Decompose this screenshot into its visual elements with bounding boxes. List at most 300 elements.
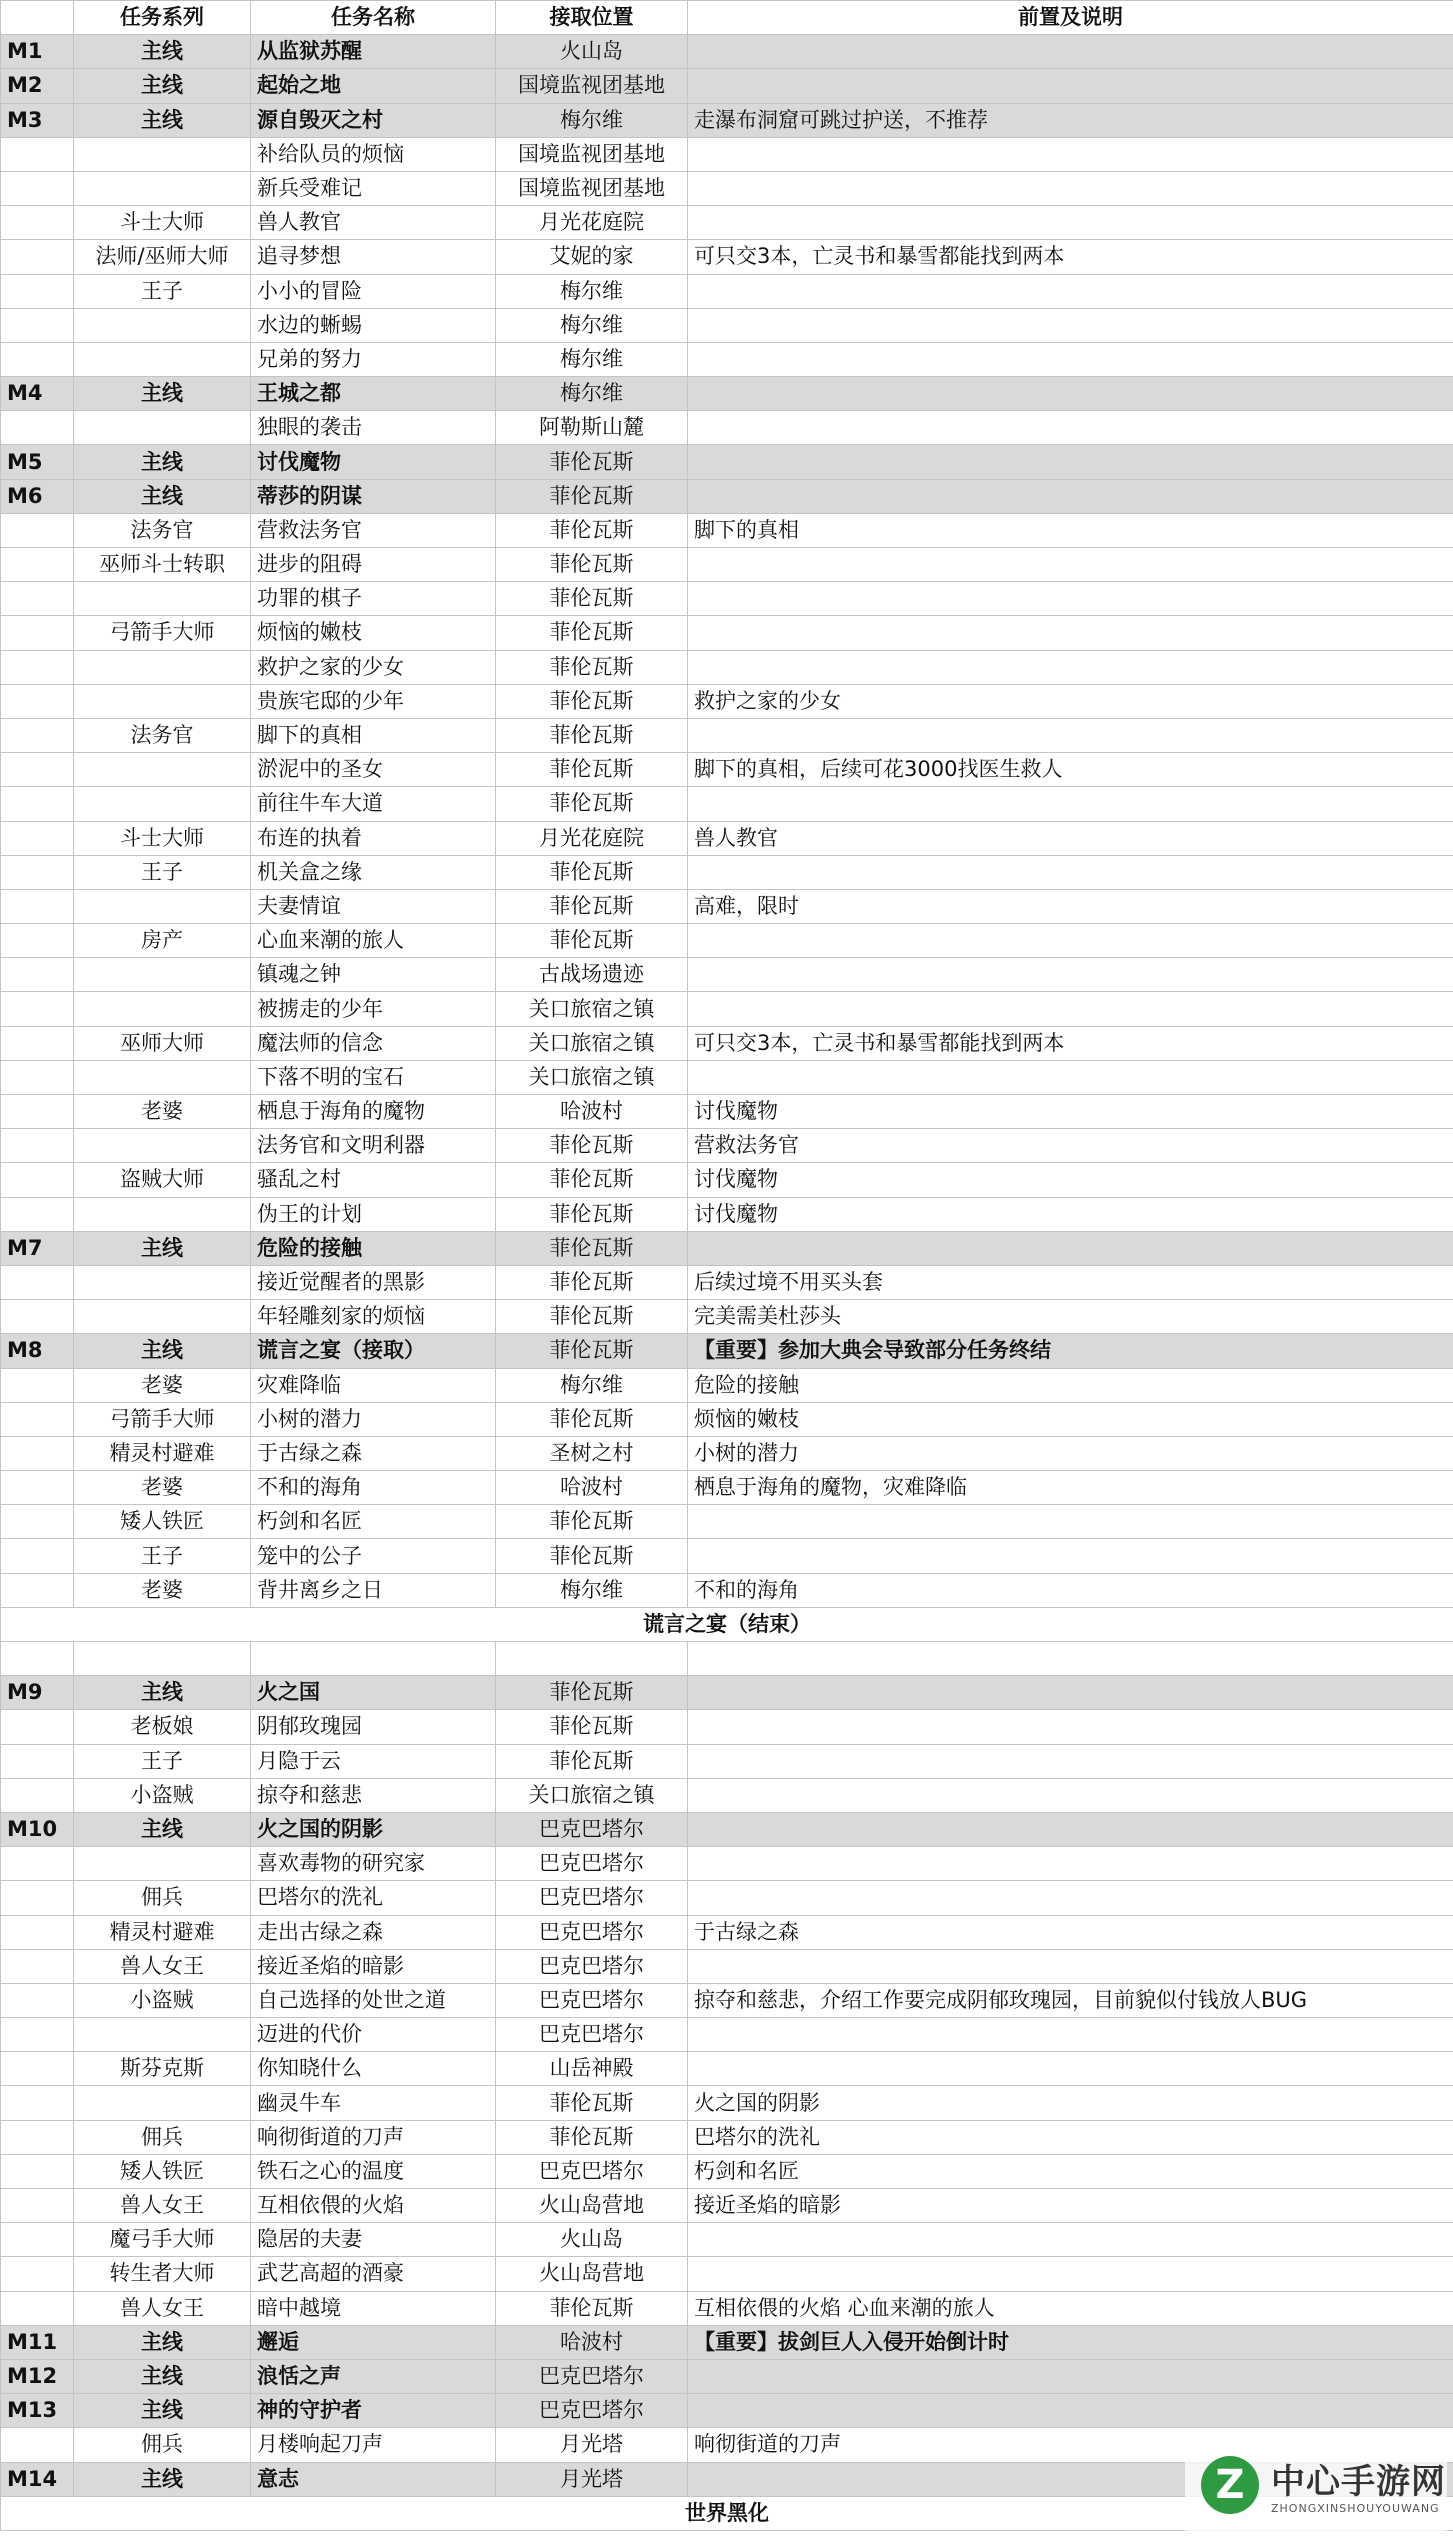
- series-cell: [74, 171, 251, 205]
- mission-code-cell: [1, 342, 74, 376]
- series-cell: 矮人铁匠: [74, 2154, 251, 2188]
- watermark-subtitle: ZHONGXINSHOUYOUWANG: [1271, 2502, 1440, 2515]
- task-name-cell: 浪恬之声: [251, 2359, 496, 2393]
- task-name-cell: 灾难降临: [251, 1368, 496, 1402]
- series-cell: 盗贼大师: [74, 1163, 251, 1197]
- mission-code-cell: [1, 753, 74, 787]
- location-cell: 巴克巴塔尔: [496, 2359, 688, 2393]
- note-cell: [688, 1505, 1453, 1539]
- series-cell: 主线: [74, 2394, 251, 2428]
- series-cell: [74, 411, 251, 445]
- mission-code-cell: M4: [1, 377, 74, 411]
- location-cell: 巴克巴塔尔: [496, 1881, 688, 1915]
- note-cell: 小树的潜力: [688, 1436, 1453, 1470]
- series-cell: 老板娘: [74, 1710, 251, 1744]
- note-cell: [688, 1812, 1453, 1846]
- location-cell: 巴克巴塔尔: [496, 1847, 688, 1881]
- main-quest-row: [1, 2325, 1453, 2359]
- location-cell: 巴克巴塔尔: [496, 2154, 688, 2188]
- series-cell: [74, 582, 251, 616]
- main-quest-row: [1, 1231, 1453, 1265]
- series-cell: [74, 787, 251, 821]
- location-cell: 菲伦瓦斯: [496, 1163, 688, 1197]
- location-cell: 巴克巴塔尔: [496, 2018, 688, 2052]
- table-row: [1, 308, 1453, 342]
- mission-code-cell: [1, 1026, 74, 1060]
- series-cell: 主线: [74, 2462, 251, 2496]
- note-cell: [688, 2394, 1453, 2428]
- location-cell: 菲伦瓦斯: [496, 1197, 688, 1231]
- mission-code-cell: M10: [1, 1812, 74, 1846]
- task-name-cell: 年轻雕刻家的烦恼: [251, 1300, 496, 1334]
- series-cell: [74, 650, 251, 684]
- watermark-logo-icon: Z: [1201, 2456, 1259, 2514]
- series-cell: 转生者大师: [74, 2257, 251, 2291]
- mission-code-cell: [1, 2257, 74, 2291]
- task-name-cell: 栖息于海角的魔物: [251, 1095, 496, 1129]
- task-name-cell: 武艺高超的酒豪: [251, 2257, 496, 2291]
- location-cell: 国境监视团基地: [496, 137, 688, 171]
- mission-code-cell: M11: [1, 2325, 74, 2359]
- series-cell: [74, 753, 251, 787]
- series-cell: 主线: [74, 35, 251, 69]
- series-cell: 主线: [74, 1231, 251, 1265]
- task-name-cell: 幽灵牛车: [251, 2086, 496, 2120]
- task-name-cell: 小树的潜力: [251, 1402, 496, 1436]
- table-row: [1, 1983, 1453, 2017]
- location-cell: 菲伦瓦斯: [496, 548, 688, 582]
- note-cell: 兽人教官: [688, 821, 1453, 855]
- location-cell: 哈波村: [496, 2325, 688, 2359]
- location-cell: 菲伦瓦斯: [496, 1676, 688, 1710]
- mission-code-cell: M3: [1, 103, 74, 137]
- header-row: [1, 1, 1453, 35]
- mission-code-cell: [1, 1300, 74, 1334]
- mission-code-cell: [1, 787, 74, 821]
- mission-code-cell: [1, 1060, 74, 1094]
- table-row: [1, 1129, 1453, 1163]
- mission-code-cell: M7: [1, 1231, 74, 1265]
- series-cell: [74, 684, 251, 718]
- mission-code-cell: [1, 2086, 74, 2120]
- location-cell: 菲伦瓦斯: [496, 1505, 688, 1539]
- series-cell: 小盗贼: [74, 1983, 251, 2017]
- main-quest-row: [1, 1812, 1453, 1846]
- task-name-cell: 神的守护者: [251, 2394, 496, 2428]
- note-cell: 走瀑布洞窟可跳过护送，不推荐: [688, 103, 1453, 137]
- series-cell: 房产: [74, 924, 251, 958]
- series-cell: 老婆: [74, 1573, 251, 1607]
- note-cell: 高难，限时: [688, 889, 1453, 923]
- mission-code-cell: [1, 2428, 74, 2462]
- mission-code-cell: [1, 684, 74, 718]
- location-cell: 菲伦瓦斯: [496, 718, 688, 752]
- location-cell: 关口旅宿之镇: [496, 1026, 688, 1060]
- note-cell: [688, 1060, 1453, 1094]
- task-name-cell: 危险的接触: [251, 1231, 496, 1265]
- mission-code-cell: [1, 137, 74, 171]
- mission-code-cell: [1, 1573, 74, 1607]
- task-name-cell: 功罪的棋子: [251, 582, 496, 616]
- series-cell: 法务官: [74, 513, 251, 547]
- main-quest-row: [1, 377, 1453, 411]
- note-cell: [688, 2018, 1453, 2052]
- task-name-cell: 源自毁灭之村: [251, 103, 496, 137]
- location-cell: 月光塔: [496, 2428, 688, 2462]
- note-cell: [688, 342, 1453, 376]
- location-cell: 菲伦瓦斯: [496, 855, 688, 889]
- header-cell: 任务名称: [251, 1, 496, 35]
- location-cell: 国境监视团基地: [496, 171, 688, 205]
- table-row: [1, 650, 1453, 684]
- series-cell: 王子: [74, 274, 251, 308]
- series-cell: 主线: [74, 1334, 251, 1368]
- series-cell: 老婆: [74, 1368, 251, 1402]
- task-name-cell: 迈进的代价: [251, 2018, 496, 2052]
- location-cell: 圣树之村: [496, 1436, 688, 1470]
- mission-code-cell: [1, 1949, 74, 1983]
- table-row: [1, 1300, 1453, 1334]
- location-cell: 菲伦瓦斯: [496, 753, 688, 787]
- series-cell: 矮人铁匠: [74, 1505, 251, 1539]
- mission-code-cell: [1, 240, 74, 274]
- location-cell: 国境监视团基地: [496, 69, 688, 103]
- series-cell: [74, 992, 251, 1026]
- location-cell: 菲伦瓦斯: [496, 684, 688, 718]
- location-cell: 菲伦瓦斯: [496, 1334, 688, 1368]
- series-cell: [74, 1197, 251, 1231]
- note-cell: [688, 377, 1453, 411]
- location-cell: 菲伦瓦斯: [496, 650, 688, 684]
- series-cell: [74, 2086, 251, 2120]
- task-name-cell: 贵族宅邸的少年: [251, 684, 496, 718]
- mission-code-cell: [1, 1163, 74, 1197]
- note-cell: [688, 855, 1453, 889]
- mission-code-cell: [1, 616, 74, 650]
- table-row: [1, 1505, 1453, 1539]
- note-cell: [688, 206, 1453, 240]
- mission-code-cell: M8: [1, 1334, 74, 1368]
- location-cell: 菲伦瓦斯: [496, 1129, 688, 1163]
- location-cell: 巴克巴塔尔: [496, 1812, 688, 1846]
- mission-code-cell: [1, 1368, 74, 1402]
- mission-code-cell: [1, 206, 74, 240]
- mission-code-cell: [1, 1744, 74, 1778]
- mission-code-cell: [1, 274, 74, 308]
- task-name-cell: 从监狱苏醒: [251, 35, 496, 69]
- location-cell: 巴克巴塔尔: [496, 2394, 688, 2428]
- note-cell: 接近圣焰的暗影: [688, 2189, 1453, 2223]
- task-name-cell: 互相依偎的火焰: [251, 2189, 496, 2223]
- location-cell: 山岳神殿: [496, 2052, 688, 2086]
- note-cell: 讨伐魔物: [688, 1197, 1453, 1231]
- mission-code-cell: [1, 855, 74, 889]
- task-name-cell: 火之国: [251, 1676, 496, 1710]
- series-cell: 王子: [74, 855, 251, 889]
- mission-code-cell: [1, 650, 74, 684]
- table-row: [1, 787, 1453, 821]
- location-cell: 巴克巴塔尔: [496, 1915, 688, 1949]
- note-cell: 响彻街道的刀声: [688, 2428, 1453, 2462]
- note-cell: 互相依偎的火焰 心血来潮的旅人: [688, 2291, 1453, 2325]
- note-cell: 可只交3本，亡灵书和暴雪都能找到两本: [688, 240, 1453, 274]
- series-cell: 法师/巫师大师: [74, 240, 251, 274]
- mission-code-cell: [1, 2189, 74, 2223]
- location-cell: 关口旅宿之镇: [496, 1778, 688, 1812]
- task-name-cell: 前往牛车大道: [251, 787, 496, 821]
- series-cell: 主线: [74, 1812, 251, 1846]
- location-cell: 菲伦瓦斯: [496, 1710, 688, 1744]
- note-cell: [688, 1539, 1453, 1573]
- note-cell: 可只交3本，亡灵书和暴雪都能找到两本: [688, 1026, 1453, 1060]
- task-name-cell: 火之国的阴影: [251, 1812, 496, 1846]
- mission-code-cell: M2: [1, 69, 74, 103]
- mission-code-cell: [1, 1505, 74, 1539]
- table-row: [1, 2018, 1453, 2052]
- table-row: [1, 753, 1453, 787]
- mission-code-cell: [1, 308, 74, 342]
- mission-code-cell: [1, 548, 74, 582]
- series-cell: 主线: [74, 2325, 251, 2359]
- location-cell: 梅尔维: [496, 103, 688, 137]
- task-name-cell: 被掳走的少年: [251, 992, 496, 1026]
- main-quest-row: [1, 103, 1453, 137]
- table-row: [1, 1095, 1453, 1129]
- table-row: [1, 137, 1453, 171]
- series-cell: [74, 1060, 251, 1094]
- task-name-cell: 布连的执着: [251, 821, 496, 855]
- note-cell: [688, 2359, 1453, 2393]
- watermark-title: 中心手游网: [1271, 2462, 1446, 2502]
- note-cell: [688, 548, 1453, 582]
- task-name-cell: 水边的蜥蜴: [251, 308, 496, 342]
- note-cell: 火之国的阴影: [688, 2086, 1453, 2120]
- table-row: [1, 1402, 1453, 1436]
- location-cell: 哈波村: [496, 1095, 688, 1129]
- note-cell: [688, 2052, 1453, 2086]
- note-cell: 救护之家的少女: [688, 684, 1453, 718]
- mission-code-cell: [1, 958, 74, 992]
- note-cell: [688, 992, 1453, 1026]
- note-cell: [688, 1778, 1453, 1812]
- task-name-cell: 夫妻情谊: [251, 889, 496, 923]
- mission-code-cell: [1, 1265, 74, 1299]
- table-row: [1, 2086, 1453, 2120]
- note-cell: [688, 2257, 1453, 2291]
- note-cell: [688, 1710, 1453, 1744]
- note-cell: [688, 958, 1453, 992]
- note-cell: [688, 650, 1453, 684]
- table-row: [1, 411, 1453, 445]
- task-name-cell: 追寻梦想: [251, 240, 496, 274]
- table-row: [1, 1060, 1453, 1094]
- location-cell: 菲伦瓦斯: [496, 1402, 688, 1436]
- task-name-cell: 营救法务官: [251, 513, 496, 547]
- section-divider-row: [1, 1607, 1453, 1641]
- table-row: [1, 821, 1453, 855]
- location-cell: 菲伦瓦斯: [496, 2120, 688, 2154]
- main-quest-row: [1, 1676, 1453, 1710]
- note-cell: [688, 718, 1453, 752]
- table-row: [1, 1471, 1453, 1505]
- location-cell: 菲伦瓦斯: [496, 1231, 688, 1265]
- task-name-cell: 兽人教官: [251, 206, 496, 240]
- task-name-cell: 自己选择的处世之道: [251, 1983, 496, 2017]
- table-row: [1, 2223, 1453, 2257]
- note-cell: [688, 1231, 1453, 1265]
- task-name-cell: 王城之都: [251, 377, 496, 411]
- series-cell: [74, 1300, 251, 1334]
- table-row: [1, 2291, 1453, 2325]
- task-name-cell: 喜欢毒物的研究家: [251, 1847, 496, 1881]
- task-name-cell: 意志: [251, 2462, 496, 2496]
- series-cell: [74, 2018, 251, 2052]
- series-cell: 巫师大师: [74, 1026, 251, 1060]
- note-cell: 巴塔尔的洗礼: [688, 2120, 1453, 2154]
- series-cell: 佣兵: [74, 2120, 251, 2154]
- location-cell: 菲伦瓦斯: [496, 582, 688, 616]
- note-cell: [688, 35, 1453, 69]
- table-row: [1, 2154, 1453, 2188]
- note-cell: [688, 69, 1453, 103]
- series-cell: 弓箭手大师: [74, 616, 251, 650]
- task-name-cell: 接近圣焰的暗影: [251, 1949, 496, 1983]
- task-name-cell: 讨伐魔物: [251, 445, 496, 479]
- task-name-cell: 月隐于云: [251, 1744, 496, 1778]
- task-name-cell: 淤泥中的圣女: [251, 753, 496, 787]
- mission-code-cell: [1, 2291, 74, 2325]
- task-table-body: [1, 1, 1453, 2531]
- note-cell: [688, 582, 1453, 616]
- location-cell: 梅尔维: [496, 274, 688, 308]
- mission-code-cell: [1, 1642, 74, 1676]
- table-row: [1, 1026, 1453, 1060]
- task-name-cell: 小小的冒险: [251, 274, 496, 308]
- note-cell: 讨伐魔物: [688, 1163, 1453, 1197]
- note-cell: [688, 308, 1453, 342]
- task-name-cell: 响彻街道的刀声: [251, 2120, 496, 2154]
- mission-code-cell: [1, 1539, 74, 1573]
- location-cell: 菲伦瓦斯: [496, 1744, 688, 1778]
- mission-code-cell: M5: [1, 445, 74, 479]
- series-cell: 老婆: [74, 1095, 251, 1129]
- task-name-cell: 背井离乡之日: [251, 1573, 496, 1607]
- location-cell: 古战场遗迹: [496, 958, 688, 992]
- task-name-cell: [251, 1642, 496, 1676]
- table-row: [1, 1197, 1453, 1231]
- note-cell: [688, 1642, 1453, 1676]
- task-name-cell: 隐居的夫妻: [251, 2223, 496, 2257]
- main-quest-row: [1, 445, 1453, 479]
- task-name-cell: 暗中越境: [251, 2291, 496, 2325]
- table-row: [1, 924, 1453, 958]
- mission-code-cell: [1, 1983, 74, 2017]
- location-cell: 关口旅宿之镇: [496, 992, 688, 1026]
- series-cell: 巫师斗士转职: [74, 548, 251, 582]
- location-cell: 菲伦瓦斯: [496, 924, 688, 958]
- note-cell: [688, 479, 1453, 513]
- note-cell: 危险的接触: [688, 1368, 1453, 1402]
- task-name-cell: 不和的海角: [251, 1471, 496, 1505]
- task-name-cell: 下落不明的宝石: [251, 1060, 496, 1094]
- mission-code-cell: [1, 1197, 74, 1231]
- mission-code-cell: [1, 889, 74, 923]
- table-row: [1, 274, 1453, 308]
- location-cell: 巴克巴塔尔: [496, 1949, 688, 1983]
- note-cell: [688, 1676, 1453, 1710]
- note-cell: [688, 616, 1453, 650]
- table-row: [1, 1642, 1453, 1676]
- mission-code-cell: [1, 513, 74, 547]
- table-row: [1, 1573, 1453, 1607]
- series-cell: 王子: [74, 1744, 251, 1778]
- task-name-cell: 镇魂之钟: [251, 958, 496, 992]
- location-cell: 菲伦瓦斯: [496, 2086, 688, 2120]
- table-row: [1, 582, 1453, 616]
- series-cell: 主线: [74, 479, 251, 513]
- task-name-cell: 笼中的公子: [251, 1539, 496, 1573]
- series-cell: 主线: [74, 103, 251, 137]
- location-cell: 菲伦瓦斯: [496, 787, 688, 821]
- series-cell: 法务官: [74, 718, 251, 752]
- table-row: [1, 1778, 1453, 1812]
- mission-code-cell: [1, 924, 74, 958]
- mission-code-cell: [1, 992, 74, 1026]
- task-name-cell: 救护之家的少女: [251, 650, 496, 684]
- table-row: [1, 1744, 1453, 1778]
- header-cell: 任务系列: [74, 1, 251, 35]
- mission-code-cell: [1, 1402, 74, 1436]
- series-cell: 主线: [74, 69, 251, 103]
- table-row: [1, 958, 1453, 992]
- series-cell: [74, 1642, 251, 1676]
- task-name-cell: 走出古绿之森: [251, 1915, 496, 1949]
- series-cell: [74, 1847, 251, 1881]
- section-divider-label: 世界黑化: [1, 2496, 1453, 2530]
- series-cell: 魔弓手大师: [74, 2223, 251, 2257]
- series-cell: 主线: [74, 1676, 251, 1710]
- task-name-cell: 魔法师的信念: [251, 1026, 496, 1060]
- series-cell: 精灵村避难: [74, 1915, 251, 1949]
- location-cell: 菲伦瓦斯: [496, 1265, 688, 1299]
- series-cell: 弓箭手大师: [74, 1402, 251, 1436]
- series-cell: [74, 1129, 251, 1163]
- location-cell: 梅尔维: [496, 308, 688, 342]
- task-name-cell: 伪王的计划: [251, 1197, 496, 1231]
- table-row: [1, 171, 1453, 205]
- location-cell: [496, 1642, 688, 1676]
- note-cell: [688, 2223, 1453, 2257]
- task-name-cell: 月楼响起刀声: [251, 2428, 496, 2462]
- location-cell: 菲伦瓦斯: [496, 445, 688, 479]
- task-name-cell: 新兵受难记: [251, 171, 496, 205]
- site-watermark: [1185, 2444, 1447, 2534]
- mission-code-cell: M9: [1, 1676, 74, 1710]
- table-row: [1, 1436, 1453, 1470]
- mission-code-cell: [1, 171, 74, 205]
- series-cell: [74, 889, 251, 923]
- series-cell: 佣兵: [74, 1881, 251, 1915]
- mission-code-cell: [1, 1095, 74, 1129]
- mission-code-cell: [1, 1471, 74, 1505]
- note-cell: 脚下的真相，后续可花3000找医生救人: [688, 753, 1453, 787]
- table-row: [1, 1265, 1453, 1299]
- location-cell: 艾妮的家: [496, 240, 688, 274]
- task-name-cell: 接近觉醒者的黑影: [251, 1265, 496, 1299]
- note-cell: 脚下的真相: [688, 513, 1453, 547]
- section-divider-label: 谎言之宴（结束）: [1, 1607, 1453, 1641]
- series-cell: [74, 308, 251, 342]
